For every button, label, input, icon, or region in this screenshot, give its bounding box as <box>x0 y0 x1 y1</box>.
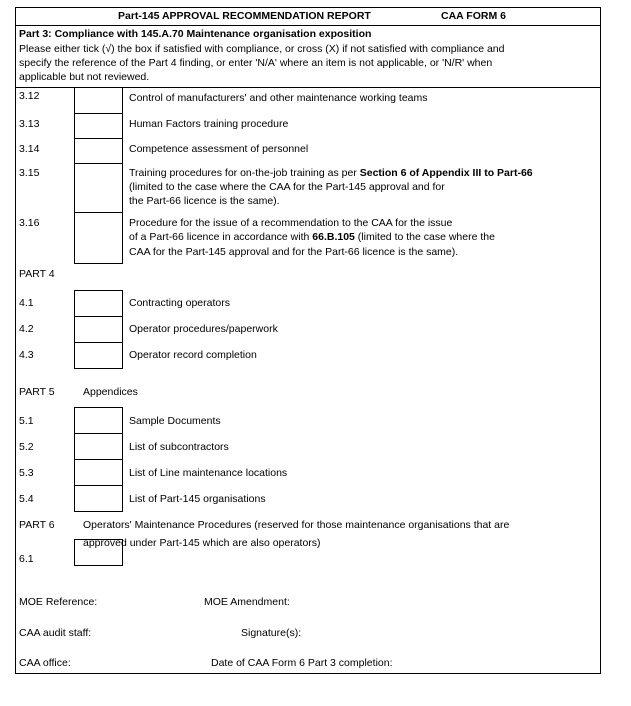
item-text-3-13: Human Factors training procedure <box>129 118 289 130</box>
item-number-6-1: 6.1 <box>19 553 34 565</box>
item-number-4-3: 4.3 <box>19 349 34 361</box>
item-text-3-15-line1: Training procedures for on-the-job training as per Section 6 of Appendix III to Part-66 <box>129 167 533 179</box>
item-number-4-2: 4.2 <box>19 323 34 335</box>
moe-reference-label: MOE Reference: <box>19 596 98 608</box>
item-text-5-1: Sample Documents <box>129 415 221 427</box>
part5-title: Appendices <box>83 386 138 398</box>
item-number-4-1: 4.1 <box>19 297 34 309</box>
part6-label: PART 6 <box>19 519 55 531</box>
checkbox-5-2[interactable] <box>74 433 123 460</box>
checkbox-5-4[interactable] <box>74 485 123 512</box>
caa-office-label: CAA office: <box>19 657 71 669</box>
checkbox-3-13[interactable] <box>74 113 123 139</box>
item-number-5-3: 5.3 <box>19 467 34 479</box>
item-text-3-16-line1: Procedure for the issue of a recommendation to the CAA for the issue <box>129 217 453 229</box>
checkbox-3-12[interactable] <box>74 87 123 114</box>
item-number-5-2: 5.2 <box>19 441 34 453</box>
item-text-4-2: Operator procedures/paperwork <box>129 323 278 335</box>
part5-label: PART 5 <box>19 386 55 398</box>
checkbox-5-3[interactable] <box>74 459 123 486</box>
item-text-4-1: Contracting operators <box>129 297 230 309</box>
checkbox-3-14[interactable] <box>74 138 123 164</box>
checkbox-3-15[interactable] <box>74 163 123 213</box>
item-number-5-1: 5.1 <box>19 415 34 427</box>
completion-date-label: Date of CAA Form 6 Part 3 completion: <box>211 657 393 669</box>
item-number-5-4: 5.4 <box>19 493 34 505</box>
item-number-3-13: 3.13 <box>19 118 40 130</box>
form-number: CAA FORM 6 <box>441 10 506 22</box>
item-text-4-3: Operator record completion <box>129 349 257 361</box>
report-title: Part-145 APPROVAL RECOMMENDATION REPORT <box>118 10 371 22</box>
item-number-3-15: 3.15 <box>19 167 40 179</box>
part3-heading: Part 3: Compliance with 145.A.70 Maintenance organisation exposition <box>19 28 372 40</box>
checkbox-4-1[interactable] <box>74 290 123 317</box>
item-text-5-3: List of Line maintenance locations <box>129 467 288 479</box>
part3-instructions-line2: specify the reference of the Part 4 finding, or enter 'N/A' where an item is not applicable, or 'N/R' when <box>19 57 493 69</box>
checkbox-3-16[interactable] <box>74 212 123 264</box>
checkbox-5-1[interactable] <box>74 407 123 434</box>
item-text-3-16-line2: of a Part-66 licence in accordance with 66.B.105 (limited to the case where the <box>129 231 495 243</box>
audit-staff-label: CAA audit staff: <box>19 627 92 639</box>
checkbox-4-3[interactable] <box>74 342 123 369</box>
item-text-5-2: List of subcontractors <box>129 441 229 453</box>
item-number-3-16: 3.16 <box>19 217 40 229</box>
checkbox-4-2[interactable] <box>74 316 123 343</box>
item-text-3-15-line2: (limited to the case where the CAA for the Part-145 approval and for <box>129 181 445 193</box>
item-number-3-12: 3.12 <box>19 90 40 102</box>
part6-text-line1: Operators' Maintenance Procedures (reserved for those maintenance organisations that are <box>83 519 510 531</box>
moe-amendment-label: MOE Amendment: <box>204 596 290 608</box>
part4-label: PART 4 <box>19 268 55 280</box>
part6-text-line2: approved under Part-145 which are also operators) <box>83 537 321 549</box>
item-text-3-12: Control of manufacturers' and other maintenance working teams <box>129 92 428 104</box>
item-text-3-16-line3: CAA for the Part-145 approval and for the Part-66 licence is the same). <box>129 246 459 258</box>
item-text-3-15-line3: the Part-66 licence is the same). <box>129 195 280 207</box>
item-text-3-14: Competence assessment of personnel <box>129 143 309 155</box>
header-divider <box>15 25 601 26</box>
part3-instructions-line3: applicable but not reviewed. <box>19 71 150 83</box>
signatures-label: Signature(s): <box>241 627 302 639</box>
part3-instructions-line1: Please either tick (√) the box if satisfied with compliance, or cross (X) if not satisfied with compliance and <box>19 43 505 55</box>
item-number-3-14: 3.14 <box>19 143 40 155</box>
item-text-5-4: List of Part-145 organisations <box>129 493 266 505</box>
